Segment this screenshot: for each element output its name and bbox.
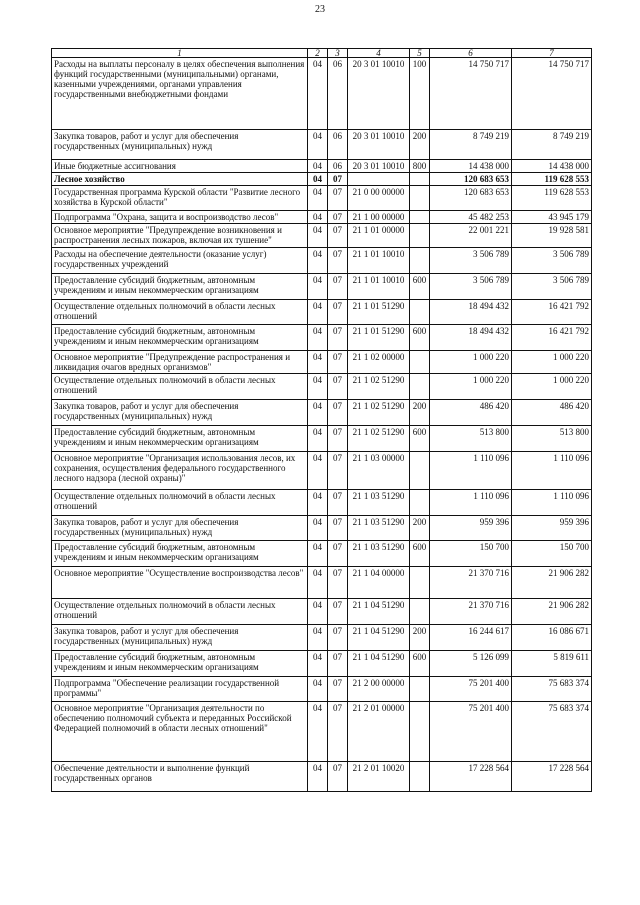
table-row (52, 325, 592, 351)
cell-name: Обеспечение деятельности и выполнение функций государственных органов (52, 762, 308, 792)
cell-subsection: 07 (328, 651, 348, 677)
cell-amount-year-1: 1 000 220 (430, 374, 512, 400)
cell-subsection: 07 (328, 224, 348, 248)
cell-name: Иные бюджетные ассигнования (52, 160, 308, 173)
cell-subsection: 07 (328, 186, 348, 211)
cell-amount-year-1: 8 749 219 (430, 130, 512, 160)
cell-amount-year-1: 3 506 789 (430, 248, 512, 274)
cell-expense-type: 600 (410, 325, 430, 351)
cell-amount-year-2: 959 396 (512, 516, 592, 541)
cell-expense-type: 200 (410, 625, 430, 651)
cell-target-article: 20 3 01 10010 (348, 58, 410, 130)
cell-name: Подпрограмма "Охрана, защита и воспроизводство лесов" (52, 211, 308, 224)
cell-name: Лесное хозяйство (52, 173, 308, 186)
table-row (52, 651, 592, 677)
cell-section: 04 (308, 651, 328, 677)
cell-section: 04 (308, 300, 328, 325)
cell-section: 04 (308, 702, 328, 762)
cell-subsection: 07 (328, 567, 348, 599)
cell-subsection: 06 (328, 160, 348, 173)
cell-amount-year-2: 1 000 220 (512, 351, 592, 374)
cell-section: 04 (308, 186, 328, 211)
cell-amount-year-2: 21 906 282 (512, 599, 592, 625)
cell-name: Закупка товаров, работ и услуг для обеспечения государственных (муниципальных) нужд (52, 400, 308, 426)
table-row (52, 677, 592, 702)
cell-amount-year-1: 150 700 (430, 541, 512, 567)
table-row (52, 625, 592, 651)
cell-section: 04 (308, 374, 328, 400)
cell-amount-year-2: 119 628 553 (512, 173, 592, 186)
cell-amount-year-1: 14 750 717 (430, 58, 512, 130)
cell-amount-year-1: 21 370 716 (430, 567, 512, 599)
cell-name: Основное мероприятие "Предупреждение возникновения и распространения лесных пожаров, включая их тушение" (52, 224, 308, 248)
table-row (52, 374, 592, 400)
column-number-row (52, 49, 592, 58)
cell-amount-year-2: 486 420 (512, 400, 592, 426)
cell-expense-type (410, 300, 430, 325)
cell-section: 04 (308, 325, 328, 351)
cell-expense-type: 200 (410, 400, 430, 426)
table-row (52, 186, 592, 211)
cell-amount-year-1: 1 110 096 (430, 490, 512, 516)
cell-name: Подпрограмма "Обеспечение реализации государственной программы" (52, 677, 308, 702)
cell-amount-year-1: 18 494 432 (430, 325, 512, 351)
cell-section: 04 (308, 211, 328, 224)
cell-target-article: 21 1 03 51290 (348, 516, 410, 541)
cell-amount-year-2: 1 110 096 (512, 490, 592, 516)
cell-amount-year-1: 120 683 653 (430, 186, 512, 211)
cell-amount-year-1: 17 228 564 (430, 762, 512, 792)
cell-name: Закупка товаров, работ и услуг для обеспечения государственных (муниципальных) нужд (52, 625, 308, 651)
cell-amount-year-1: 75 201 400 (430, 677, 512, 702)
cell-section: 04 (308, 599, 328, 625)
cell-amount-year-1: 3 506 789 (430, 274, 512, 300)
cell-target-article: 20 3 01 10010 (348, 160, 410, 173)
cell-section: 04 (308, 173, 328, 186)
cell-expense-type (410, 186, 430, 211)
cell-expense-type: 200 (410, 130, 430, 160)
cell-target-article: 21 0 00 00000 (348, 186, 410, 211)
cell-target-article: 21 1 04 51290 (348, 599, 410, 625)
cell-amount-year-2: 3 506 789 (512, 248, 592, 274)
cell-target-article: 21 1 02 00000 (348, 351, 410, 374)
cell-section: 04 (308, 224, 328, 248)
cell-amount-year-1: 22 001 221 (430, 224, 512, 248)
cell-section: 04 (308, 426, 328, 452)
cell-target-article: 20 3 01 10010 (348, 130, 410, 160)
table-row (52, 516, 592, 541)
cell-target-article: 21 1 03 00000 (348, 452, 410, 490)
cell-amount-year-1: 486 420 (430, 400, 512, 426)
cell-target-article: 21 1 04 51290 (348, 625, 410, 651)
table-row (52, 567, 592, 599)
cell-expense-type (410, 599, 430, 625)
cell-amount-year-2: 3 506 789 (512, 274, 592, 300)
budget-table (51, 48, 592, 792)
cell-amount-year-2: 16 421 792 (512, 300, 592, 325)
cell-amount-year-1: 120 683 653 (430, 173, 512, 186)
cell-amount-year-2: 513 800 (512, 426, 592, 452)
cell-target-article: 21 1 01 51290 (348, 325, 410, 351)
table-row (52, 58, 592, 130)
cell-amount-year-2: 5 819 611 (512, 651, 592, 677)
cell-subsection: 07 (328, 677, 348, 702)
cell-expense-type: 600 (410, 426, 430, 452)
cell-amount-year-2: 14 750 717 (512, 58, 592, 130)
cell-name: Основное мероприятие "Организация деятельности по обеспечению полномочий субъекта и переданных Российской Федерацией полномочий в области лесных отношений" (52, 702, 308, 762)
cell-section: 04 (308, 58, 328, 130)
cell-amount-year-2: 17 228 564 (512, 762, 592, 792)
cell-subsection: 06 (328, 130, 348, 160)
cell-expense-type (410, 351, 430, 374)
table-row (52, 211, 592, 224)
table-row (52, 300, 592, 325)
cell-section: 04 (308, 351, 328, 374)
cell-expense-type (410, 677, 430, 702)
cell-name: Предоставление субсидий бюджетным, автономным учреждениям и иным некоммерческим организациям (52, 274, 308, 300)
cell-amount-year-2: 43 945 179 (512, 211, 592, 224)
cell-target-article: 21 1 04 00000 (348, 567, 410, 599)
cell-section: 04 (308, 248, 328, 274)
cell-name: Основное мероприятие "Осуществление воспроизводства лесов" (52, 567, 308, 599)
cell-name: Расходы на выплаты персоналу в целях обеспечения выполнения функций государственными (муниципальными) органами, казенными учреждениями, органами управления государственными внебюджетными фондами (52, 58, 308, 130)
cell-name: Осуществление отдельных полномочий в области лесных отношений (52, 599, 308, 625)
cell-expense-type (410, 374, 430, 400)
cell-amount-year-2: 21 906 282 (512, 567, 592, 599)
cell-expense-type: 600 (410, 274, 430, 300)
cell-name: Основное мероприятие "Предупреждение распространения и ликвидация очагов вредных организмов" (52, 351, 308, 374)
cell-amount-year-1: 75 201 400 (430, 702, 512, 762)
cell-expense-type (410, 452, 430, 490)
cell-section: 04 (308, 677, 328, 702)
page-number: 23 (315, 4, 325, 15)
table-row (52, 400, 592, 426)
table-row (52, 274, 592, 300)
cell-section: 04 (308, 567, 328, 599)
cell-target-article: 21 1 01 10010 (348, 248, 410, 274)
cell-subsection: 07 (328, 300, 348, 325)
cell-subsection: 07 (328, 625, 348, 651)
cell-subsection: 07 (328, 702, 348, 762)
cell-expense-type: 100 (410, 58, 430, 130)
cell-amount-year-1: 1 110 096 (430, 452, 512, 490)
table-row (52, 224, 592, 248)
cell-name: Предоставление субсидий бюджетным, автономным учреждениям и иным некоммерческим организациям (52, 651, 308, 677)
table-body (52, 58, 592, 792)
cell-name: Расходы на обеспечение деятельности (оказание услуг) государственных учреждений (52, 248, 308, 274)
cell-expense-type: 600 (410, 651, 430, 677)
cell-subsection: 07 (328, 248, 348, 274)
cell-subsection: 07 (328, 541, 348, 567)
cell-amount-year-2: 14 438 000 (512, 160, 592, 173)
cell-amount-year-2: 1 110 096 (512, 452, 592, 490)
cell-subsection: 07 (328, 274, 348, 300)
cell-expense-type (410, 762, 430, 792)
cell-subsection: 07 (328, 452, 348, 490)
table-row (52, 248, 592, 274)
cell-expense-type (410, 248, 430, 274)
cell-subsection: 07 (328, 599, 348, 625)
cell-amount-year-2: 150 700 (512, 541, 592, 567)
cell-name: Государственная программа Курской области "Развитие лесного хозяйства в Курской области" (52, 186, 308, 211)
cell-amount-year-1: 1 000 220 (430, 351, 512, 374)
table-row (52, 702, 592, 762)
cell-name: Предоставление субсидий бюджетным, автономным учреждениям и иным некоммерческим организациям (52, 426, 308, 452)
column-number-4: 4 (348, 49, 410, 58)
table-row (52, 762, 592, 792)
cell-name: Закупка товаров, работ и услуг для обеспечения государственных (муниципальных) нужд (52, 516, 308, 541)
cell-amount-year-2: 119 628 553 (512, 186, 592, 211)
cell-amount-year-2: 16 421 792 (512, 325, 592, 351)
cell-target-article: 21 1 02 51290 (348, 374, 410, 400)
table-row (52, 160, 592, 173)
cell-amount-year-2: 19 928 581 (512, 224, 592, 248)
cell-expense-type (410, 211, 430, 224)
cell-expense-type: 200 (410, 516, 430, 541)
cell-name: Основное мероприятие "Организация использования лесов, их сохранения, осуществления федерального государственного лесного надзора (лесной охраны)" (52, 452, 308, 490)
cell-expense-type (410, 490, 430, 516)
cell-target-article: 21 2 00 00000 (348, 677, 410, 702)
cell-expense-type: 600 (410, 541, 430, 567)
table-row (52, 599, 592, 625)
cell-target-article: 21 1 04 51290 (348, 651, 410, 677)
cell-target-article: 21 1 00 00000 (348, 211, 410, 224)
cell-subsection: 07 (328, 426, 348, 452)
table-row (52, 173, 592, 186)
table-row (52, 541, 592, 567)
cell-target-article: 21 1 01 10010 (348, 274, 410, 300)
column-number-1: 1 (52, 49, 308, 58)
cell-expense-type (410, 702, 430, 762)
table-row (52, 452, 592, 490)
table-row (52, 426, 592, 452)
table-row (52, 130, 592, 160)
cell-name: Предоставление субсидий бюджетным, автономным учреждениям и иным некоммерческим организациям (52, 541, 308, 567)
cell-expense-type (410, 173, 430, 186)
cell-subsection: 07 (328, 374, 348, 400)
cell-section: 04 (308, 130, 328, 160)
cell-expense-type (410, 224, 430, 248)
cell-amount-year-2: 16 086 671 (512, 625, 592, 651)
cell-amount-year-2: 75 683 374 (512, 677, 592, 702)
cell-amount-year-1: 16 244 617 (430, 625, 512, 651)
column-number-3: 3 (328, 49, 348, 58)
cell-subsection: 07 (328, 400, 348, 426)
cell-section: 04 (308, 762, 328, 792)
cell-amount-year-1: 14 438 000 (430, 160, 512, 173)
cell-amount-year-2: 1 000 220 (512, 374, 592, 400)
cell-target-article: 21 2 01 00000 (348, 702, 410, 762)
cell-subsection: 07 (328, 351, 348, 374)
cell-section: 04 (308, 516, 328, 541)
cell-section: 04 (308, 274, 328, 300)
cell-section: 04 (308, 160, 328, 173)
cell-subsection: 07 (328, 490, 348, 516)
cell-amount-year-2: 8 749 219 (512, 130, 592, 160)
cell-subsection: 06 (328, 58, 348, 130)
cell-amount-year-1: 513 800 (430, 426, 512, 452)
cell-section: 04 (308, 452, 328, 490)
cell-section: 04 (308, 490, 328, 516)
cell-name: Осуществление отдельных полномочий в области лесных отношений (52, 490, 308, 516)
column-number-5: 5 (410, 49, 430, 58)
cell-subsection: 07 (328, 762, 348, 792)
cell-target-article: 21 1 02 51290 (348, 426, 410, 452)
cell-target-article: 21 1 03 51290 (348, 490, 410, 516)
cell-subsection: 07 (328, 325, 348, 351)
cell-subsection: 07 (328, 173, 348, 186)
cell-name: Осуществление отдельных полномочий в области лесных отношений (52, 374, 308, 400)
cell-name: Осуществление отдельных полномочий в области лесных отношений (52, 300, 308, 325)
table-row (52, 351, 592, 374)
cell-name: Предоставление субсидий бюджетным, автономным учреждениям и иным некоммерческим организациям (52, 325, 308, 351)
column-number-2: 2 (308, 49, 328, 58)
cell-subsection: 07 (328, 516, 348, 541)
cell-amount-year-1: 21 370 716 (430, 599, 512, 625)
cell-expense-type (410, 567, 430, 599)
cell-section: 04 (308, 400, 328, 426)
cell-amount-year-1: 959 396 (430, 516, 512, 541)
cell-expense-type: 800 (410, 160, 430, 173)
cell-amount-year-1: 45 482 253 (430, 211, 512, 224)
cell-target-article: 21 1 01 51290 (348, 300, 410, 325)
cell-target-article (348, 173, 410, 186)
cell-name: Закупка товаров, работ и услуг для обеспечения государственных (муниципальных) нужд (52, 130, 308, 160)
cell-amount-year-1: 5 126 099 (430, 651, 512, 677)
cell-amount-year-2: 75 683 374 (512, 702, 592, 762)
cell-amount-year-1: 18 494 432 (430, 300, 512, 325)
cell-subsection: 07 (328, 211, 348, 224)
column-number-7: 7 (512, 49, 592, 58)
cell-section: 04 (308, 541, 328, 567)
cell-target-article: 21 1 02 51290 (348, 400, 410, 426)
column-number-6: 6 (430, 49, 512, 58)
cell-target-article: 21 2 01 10020 (348, 762, 410, 792)
cell-target-article: 21 1 01 00000 (348, 224, 410, 248)
cell-section: 04 (308, 625, 328, 651)
table-row (52, 490, 592, 516)
cell-target-article: 21 1 03 51290 (348, 541, 410, 567)
